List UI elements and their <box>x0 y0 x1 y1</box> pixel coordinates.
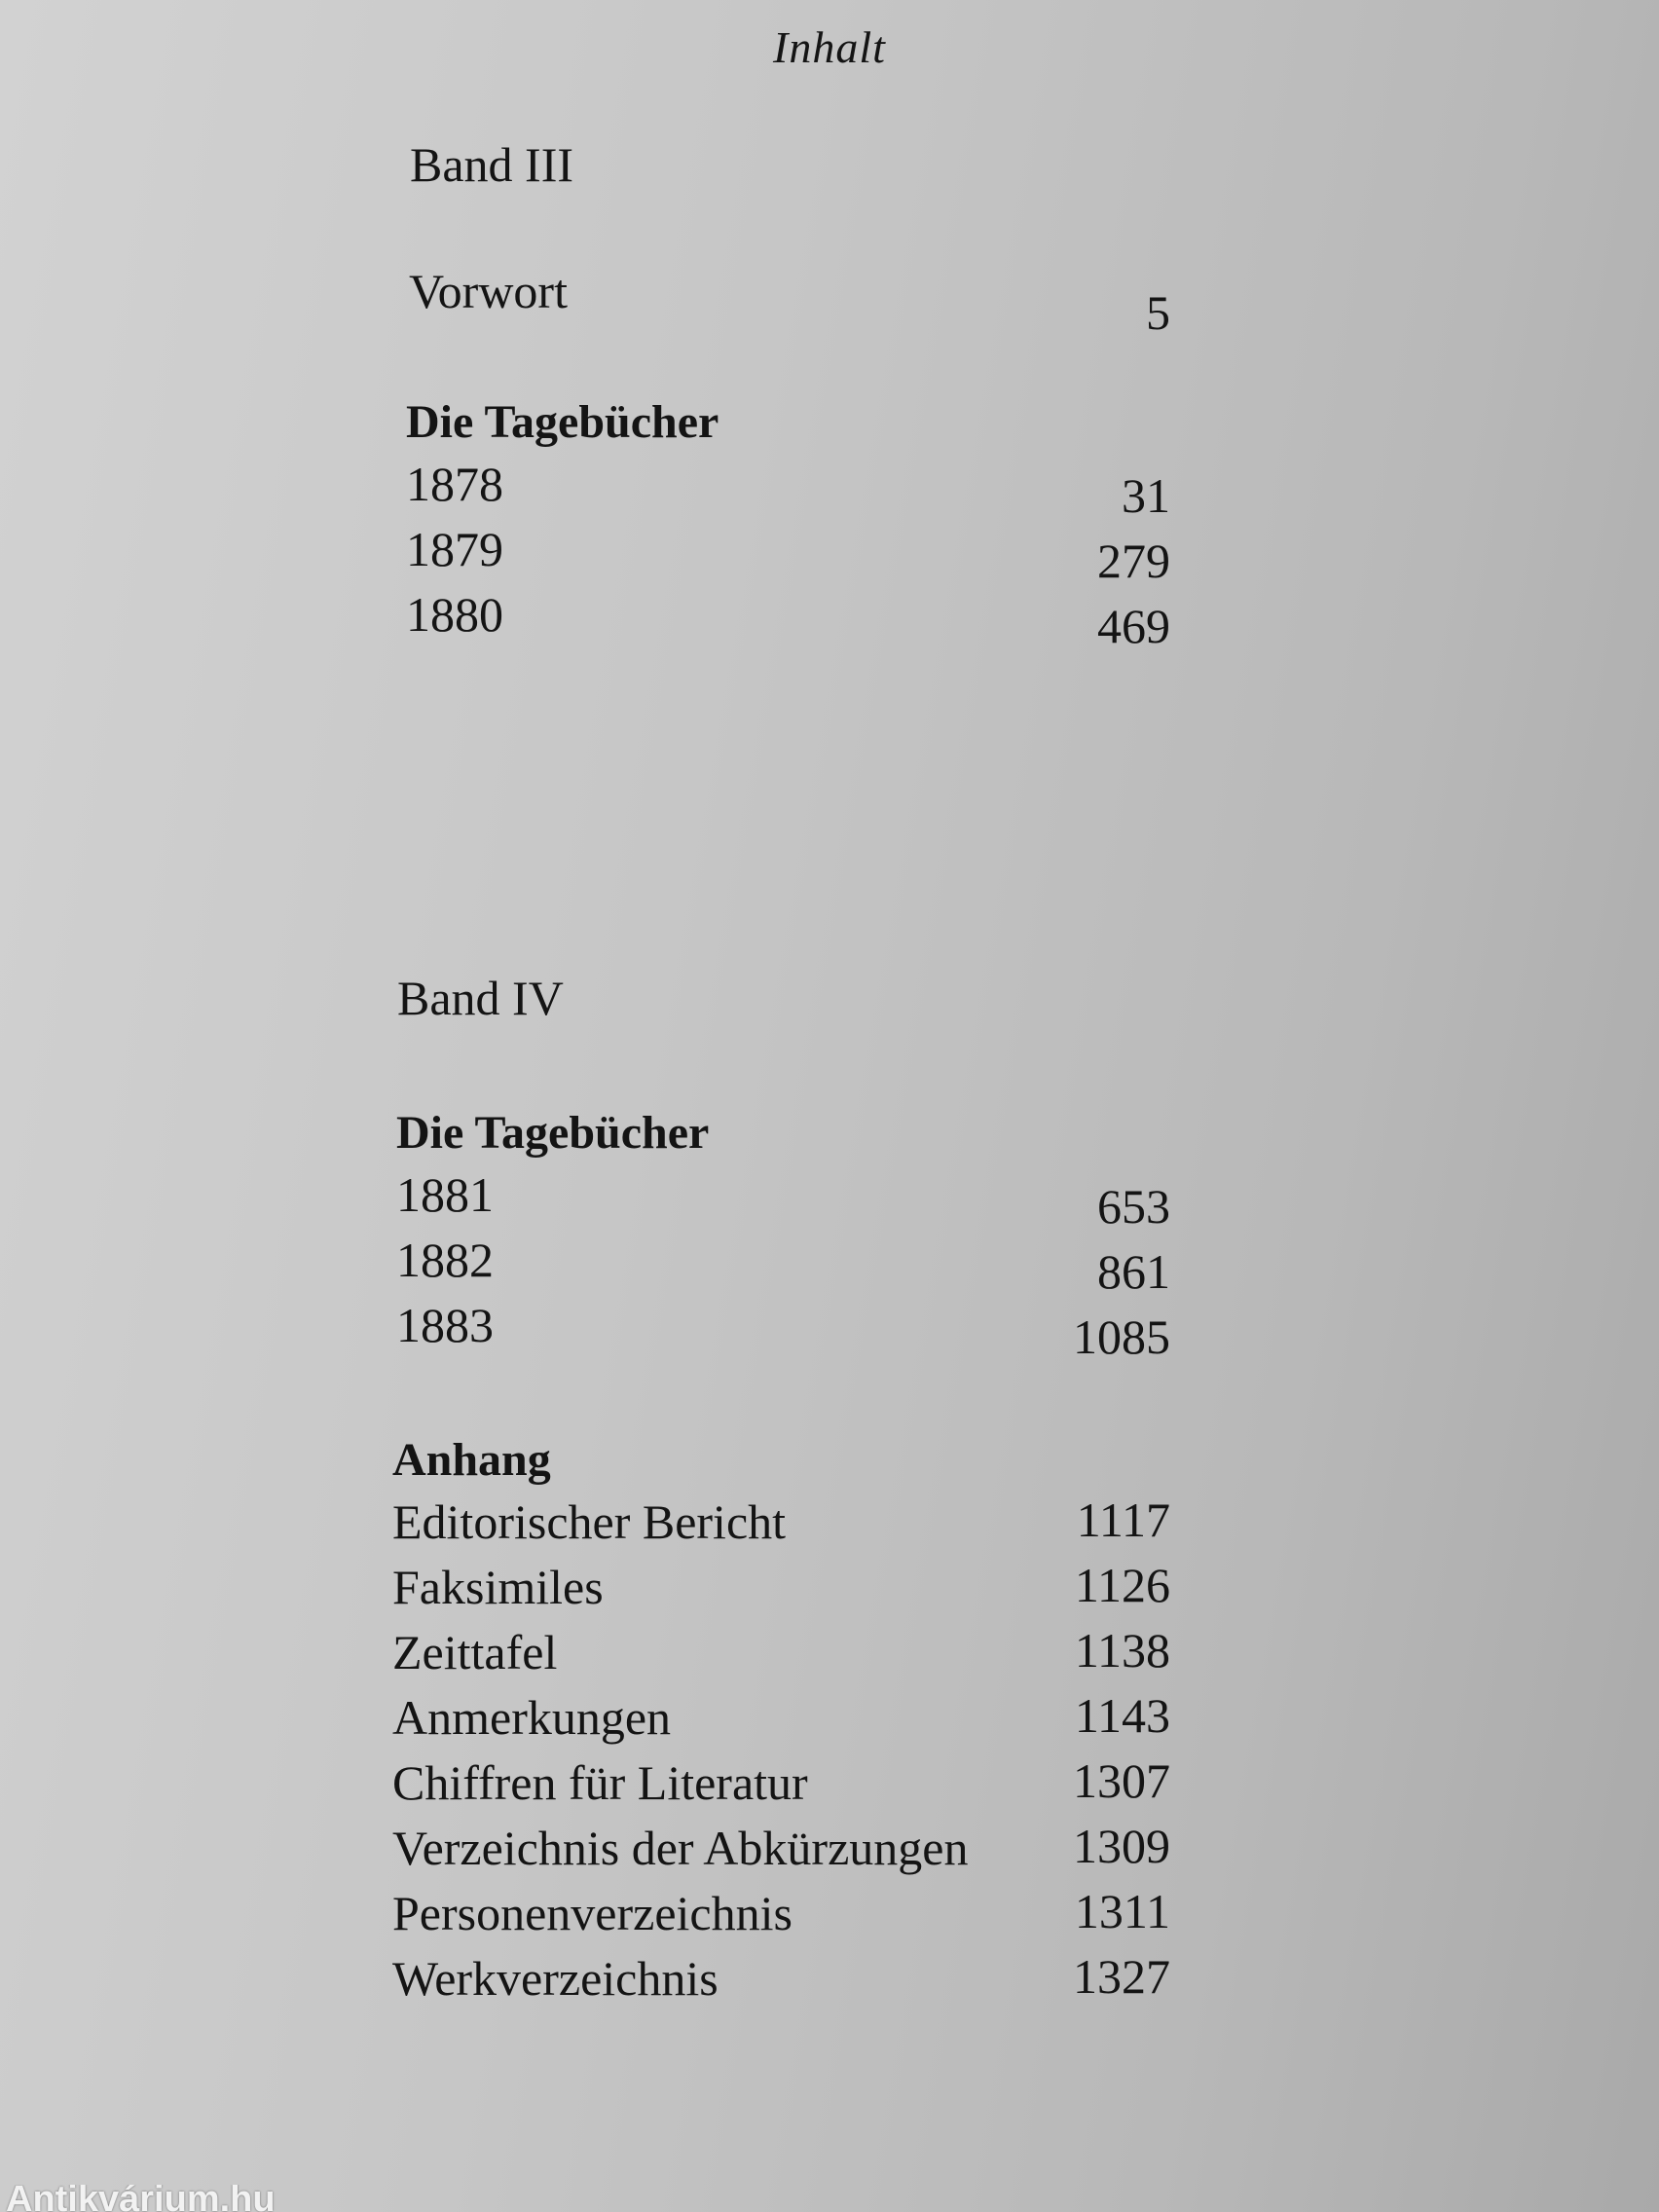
toc-label: Editorischer Bericht <box>392 1494 787 1549</box>
watermark-text: Antikvárium.hu <box>6 2185 276 2212</box>
toc-page-number: 1138 <box>1074 1623 1170 1677</box>
toc-page-number: 31 <box>1122 468 1170 523</box>
toc-page-number: 861 <box>1097 1244 1170 1299</box>
toc-page-number: 469 <box>1097 599 1170 653</box>
toc-row[interactable] <box>392 1620 1170 1685</box>
toc-row[interactable] <box>392 1881 1170 1946</box>
toc-page-number: 1117 <box>1076 1493 1170 1547</box>
band-iv-diaries <box>396 1104 1170 1364</box>
toc-page-number: 1126 <box>1074 1558 1170 1612</box>
toc-row[interactable] <box>392 1816 1170 1881</box>
band-iv-appendix <box>392 1431 1170 2011</box>
toc-label: 1880 <box>406 587 503 642</box>
toc-label: Verzeichnis der Abkürzungen <box>392 1821 969 1875</box>
toc-label: 1883 <box>396 1298 494 1352</box>
toc-row[interactable] <box>406 517 1170 588</box>
toc-page-number: 653 <box>1097 1179 1170 1234</box>
toc-label: Chiffren für Literatur <box>392 1755 808 1810</box>
toc-page-number: 1307 <box>1073 1753 1170 1808</box>
toc-page-number: 5 <box>1146 285 1170 340</box>
toc-row[interactable] <box>392 1946 1170 2011</box>
band-iv-title: Band IV <box>397 971 564 1025</box>
page-header: Inhalt <box>773 22 886 72</box>
toc-row[interactable] <box>406 452 1170 523</box>
toc-row[interactable] <box>392 1490 1170 1555</box>
toc-label: Werkverzeichnis <box>392 1951 719 2006</box>
toc-row[interactable] <box>392 1555 1170 1620</box>
toc-label: Vorwort <box>409 264 568 318</box>
section-heading: Anhang <box>392 1434 551 1486</box>
toc-row[interactable] <box>396 1293 1170 1364</box>
toc-row[interactable] <box>396 1228 1170 1299</box>
toc-label: Anmerkungen <box>392 1690 672 1745</box>
toc-label: 1879 <box>406 522 503 576</box>
toc-row[interactable] <box>406 582 1170 653</box>
toc-label: Personenverzeichnis <box>392 1886 793 1940</box>
toc-row-vorwort[interactable] <box>409 263 1170 340</box>
toc-row[interactable] <box>392 1685 1170 1751</box>
toc-page-number: 1143 <box>1074 1688 1170 1743</box>
toc-label: 1878 <box>406 457 503 511</box>
toc-label: Zeittafel <box>392 1625 558 1679</box>
band-iii-title: Band III <box>410 137 573 192</box>
toc-page-number: 279 <box>1097 534 1170 588</box>
toc-page-number: 1311 <box>1074 1884 1170 1938</box>
toc-label: 1881 <box>396 1167 494 1222</box>
toc-label: 1882 <box>396 1233 494 1287</box>
section-heading: Die Tagebücher <box>406 396 719 448</box>
section-heading: Die Tagebücher <box>396 1107 710 1159</box>
toc-row[interactable] <box>392 1751 1170 1816</box>
toc-page-number: 1085 <box>1073 1309 1170 1364</box>
toc-row[interactable] <box>396 1162 1170 1234</box>
toc-page-number: 1309 <box>1073 1819 1170 1873</box>
toc-page-number: 1327 <box>1073 1949 1170 2004</box>
watermark <box>0 2185 1659 2212</box>
toc-label: Faksimiles <box>392 1560 604 1614</box>
band-iii-diaries <box>406 393 1170 653</box>
